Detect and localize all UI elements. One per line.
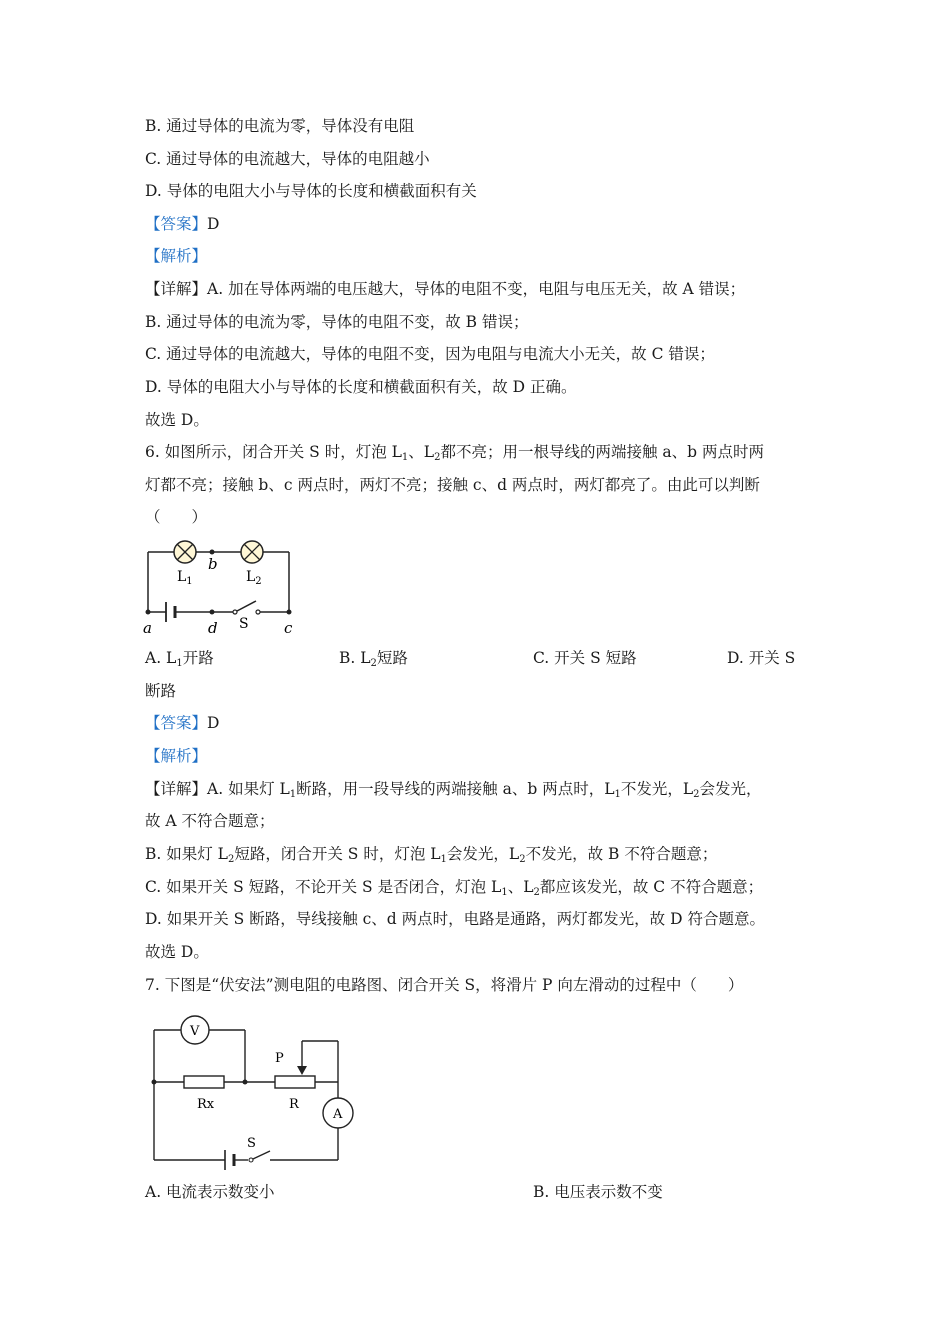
label-p: P: [275, 1051, 284, 1066]
q6-analysis-tag: [145, 746, 207, 766]
q6-stem-line2: 灯都不亮；接触 b、c 两点时，两灯不亮；接触 c、d 两点时，两灯都亮了。由此可以判断: [145, 476, 760, 494]
svg-text:V: V: [190, 1024, 200, 1039]
q5-detail-b: B. 通过导体的电流为零，导体的电阻不变，故 B 错误；: [145, 313, 529, 331]
q7-option-b: B. 电压表示数不变: [533, 1183, 663, 1201]
q5-analysis-tag: [145, 246, 207, 266]
q6-detail-c: C. 如果开关 S 短路，不论开关 S 是否闭合，灯泡 $L_1$、$L_2$都应该发光，故 C 不符合题意；: [145, 878, 764, 898]
subscript: 1: [401, 452, 409, 463]
q6-option-d: D. 开关 S: [727, 649, 796, 667]
q5-detail-d: D. 导体的电阻大小与导体的长度和横截面积有关，故 D 正确。: [145, 378, 577, 396]
detail-text: A. 加在导体两端的电压越大，导体的电阻不变，电阻与电压无关，故 A 错误；: [207, 280, 746, 298]
analysis-tag: 【解析】: [145, 747, 208, 765]
q7-option-a: A. 电流表示数变小: [145, 1183, 275, 1201]
q7-circuit-diagram: [145, 1010, 365, 1170]
stem-text: 6. 如图所示，闭合开关 S 时，灯泡 L: [145, 443, 402, 461]
q6-detail-b: B. 如果灯 $L_2$短路，闭合开关 S 时，灯泡 $L_1$会发光，$L_2$不发光，故 B 不符合题意；: [145, 845, 718, 865]
q6-detail-a-cont: 故 A 不符合题意；: [145, 812, 275, 830]
q6-stem-line1: [145, 442, 764, 462]
q5-detail-c: C. 通过导体的电流越大，导体的电阻不变，因为电阻与电流大小无关，故 C 错误；: [145, 345, 715, 363]
point-d-label: d: [208, 619, 218, 637]
voltmeter: [181, 1016, 209, 1044]
q6-circuit-diagram: [138, 535, 308, 640]
q5-option-b: B. 通过导体的电流为零，导体没有电阻: [145, 117, 415, 135]
label-l1: $L_1$: [177, 569, 193, 587]
q6-option-d-cont: 断路: [145, 682, 177, 700]
q6-option-a: A. $L_1$开路: [145, 649, 214, 669]
label-l2: $L_2$: [246, 569, 262, 587]
q5-option-c: C. 通过导体的电流越大，导体的电阻越小: [145, 150, 430, 168]
q5-option-d: D. 导体的电阻大小与导体的长度和横截面积有关: [145, 182, 477, 200]
q6-detail-d: D. 如果开关 S 断路，导线接触 c、d 两点时，电路是通路，两灯都发光，故 D 符合题意。: [145, 910, 765, 928]
analysis-tag: 【解析】: [145, 247, 208, 265]
answer-tag: 【答案】: [145, 714, 208, 732]
q6-answer: [145, 713, 219, 733]
label-s: S: [247, 1136, 256, 1151]
svg-text:A: A: [333, 1107, 343, 1122]
lamp-l1: [174, 541, 196, 563]
q7-stem: 7. 下图是“伏安法”测电阻的电路图、闭合开关 S，将滑片 P 向左滑动的过程中（ ）: [145, 976, 744, 994]
label-rx: Rx: [197, 1097, 215, 1112]
answer-value: D: [207, 215, 220, 233]
label-r: R: [289, 1097, 299, 1112]
q6-option-c: C. 开关 S 短路: [533, 649, 637, 667]
point-b-label: b: [208, 555, 218, 573]
q5-detail-a: [145, 279, 745, 299]
q6-option-b: B. $L_2$短路: [339, 649, 408, 669]
q6-detail-a: 【详解】A. 如果灯 $L_1$断路，用一段导线的两端接触 a、b 两点时，$L_1$不发光，$L_2$会发光，: [145, 780, 762, 800]
detail-tag: 【详解】: [145, 280, 208, 298]
point-c-label: c: [284, 619, 293, 637]
ammeter: [323, 1098, 353, 1128]
answer-value: D: [207, 714, 220, 732]
stem-text: 都不亮；用一根导线的两端接触 a、b 两点时两: [440, 443, 764, 461]
point-a-label: a: [143, 619, 152, 637]
q5-answer: [145, 214, 219, 234]
stem-text: 、L: [408, 443, 435, 461]
lamp-l2: [241, 541, 263, 563]
answer-tag: 【答案】: [145, 215, 208, 233]
q5-conclusion: 故选 D。: [145, 411, 209, 429]
subscript: 2: [434, 452, 441, 463]
q6-conclusion: 故选 D。: [145, 943, 209, 961]
switch-s-label: S: [239, 616, 249, 632]
q6-stem-line3: （ ）: [145, 508, 208, 526]
